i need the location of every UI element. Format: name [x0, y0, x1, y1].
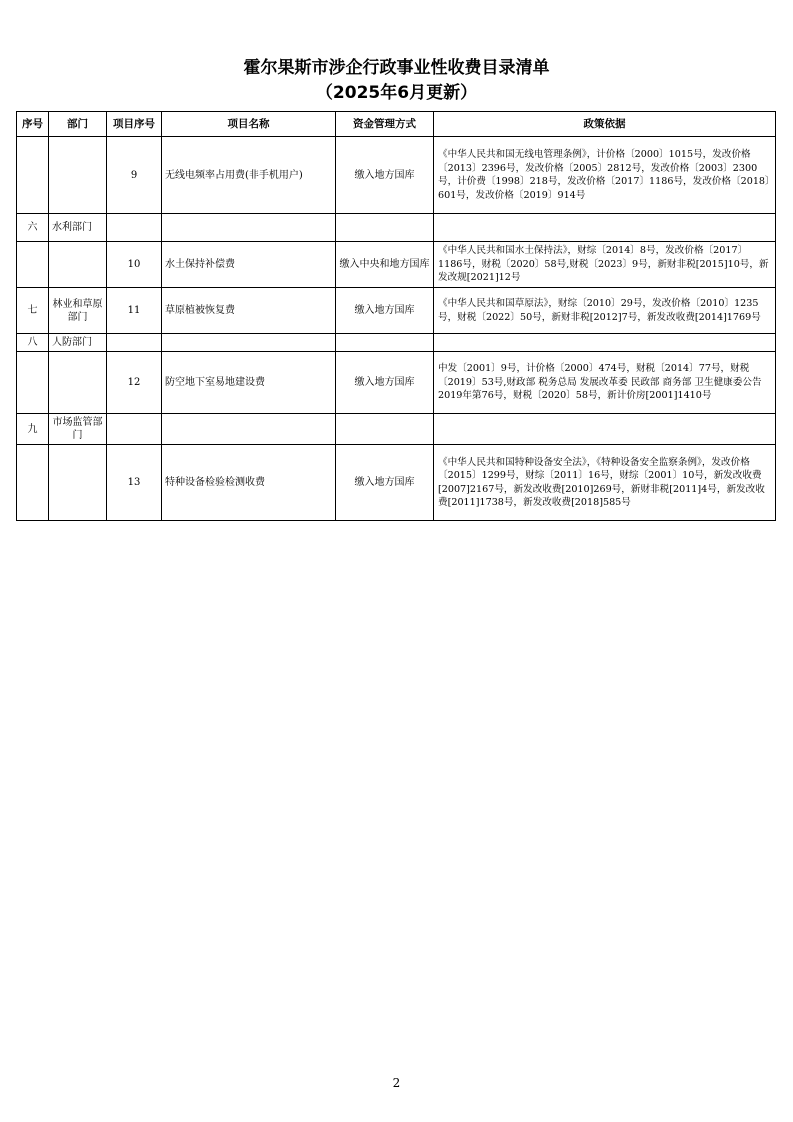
table-header-row: [17, 112, 776, 137]
row-basis: 《中华人民共和国水土保持法》，财综〔2014〕8号，发改价格〔2017〕1186号，财税〔2020〕58号,财税〔2023〕9号，新财非税[2015]10号，新发改规[2021]12号: [434, 242, 776, 288]
row-seq: 八: [17, 334, 49, 352]
row-item-no: [107, 214, 162, 242]
row-item-name: [162, 414, 336, 445]
row-dept: [49, 445, 107, 521]
row-basis: [434, 214, 776, 242]
row-dept: [49, 137, 107, 214]
table-row: [17, 445, 776, 521]
row-item-name: 水土保持补偿费: [162, 242, 336, 288]
row-item-name: 特种设备检验检测收费: [162, 445, 336, 521]
row-seq: 七: [17, 288, 49, 334]
row-dept: 水利部门: [49, 214, 107, 242]
page-number: 2: [392, 1076, 401, 1090]
row-seq: 六: [17, 214, 49, 242]
row-fund: [336, 414, 434, 445]
page-title: 霍尔果斯市涉企行政事业性收费目录清单: [243, 58, 550, 78]
row-item-name: 防空地下室易地建设费: [162, 352, 336, 414]
header-item-no: 项目序号: [107, 112, 162, 137]
header-dept: 部门: [49, 112, 107, 137]
row-item-name: [162, 334, 336, 352]
row-fund: 缴入地方国库: [336, 137, 434, 214]
header-fund: 资金管理方式: [336, 112, 434, 137]
row-item-no: [107, 334, 162, 352]
row-dept: 人防部门: [49, 334, 107, 352]
table-row: [17, 242, 776, 288]
table-row: [17, 352, 776, 414]
row-dept: [49, 242, 107, 288]
row-fund: 缴入中央和地方国库: [336, 242, 434, 288]
row-item-no: 10: [107, 242, 162, 288]
row-basis: 《中华人民共和国草原法》，财综〔2010〕29号，发改价格〔2010〕1235号，财税〔2022〕50号，新财非税[2012]7号，新发改收费[2014]1769号: [434, 288, 776, 334]
row-fund: 缴入地方国库: [336, 352, 434, 414]
row-seq: [17, 445, 49, 521]
row-item-no: 9: [107, 137, 162, 214]
table-row: [17, 288, 776, 334]
row-seq: [17, 352, 49, 414]
row-fund: 缴入地方国库: [336, 445, 434, 521]
row-fund: 缴入地方国库: [336, 288, 434, 334]
row-dept: [49, 352, 107, 414]
row-item-name: 无线电频率占用费(非手机用户): [162, 137, 336, 214]
header-seq: 序号: [17, 112, 49, 137]
row-basis: 《中华人民共和国无线电管理条例》，计价格〔2000〕1015号，发改价格〔2013〕2396号，发改价格〔2005〕2812号，发改价格〔2003〕2300号，计价费〔1998〕218号，发改价格〔2017〕1186号，发改价格〔2018〕601号，发改价格〔2019〕914号: [434, 137, 776, 214]
table-row: [17, 137, 776, 214]
table-row: [17, 214, 776, 242]
row-dept: 林业和草原部门: [49, 288, 107, 334]
header-item-name: 项目名称: [162, 112, 336, 137]
row-fund: [336, 334, 434, 352]
row-basis: [434, 334, 776, 352]
row-item-name: 草原植被恢复费: [162, 288, 336, 334]
page-subtitle: （2025年6月更新）: [315, 83, 478, 103]
table-row: [17, 414, 776, 445]
row-dept: 市场监管部门: [49, 414, 107, 445]
row-basis: 《中华人民共和国特种设备安全法》，《特种设备安全监察条例》，发改价格〔2015〕1299号，财综〔2011〕16号，财综〔2001〕10号，新发改收费[2007]2167号，新发改收费[2010]269号，新财非税[2011]4号，新发改收费[2011]1738号，新发改收费[2018]585号: [434, 445, 776, 521]
row-seq: [17, 242, 49, 288]
row-item-no: 12: [107, 352, 162, 414]
row-seq: [17, 137, 49, 214]
row-fund: [336, 214, 434, 242]
row-basis: 中发〔2001〕9号，计价格〔2000〕474号，财税〔2014〕77号，财税〔2019〕53号,财政部 税务总局 发展改革委 民政部 商务部 卫生健康委公告2019年第76号，财税〔2020〕58号，新计价房[2001]1410号: [434, 352, 776, 414]
row-item-name: [162, 214, 336, 242]
row-item-no: 11: [107, 288, 162, 334]
row-item-no: [107, 414, 162, 445]
header-basis: 政策依据: [434, 112, 776, 137]
table-row: [17, 334, 776, 352]
row-basis: [434, 414, 776, 445]
row-seq: 九: [17, 414, 49, 445]
fee-table: [16, 111, 776, 521]
row-item-no: 13: [107, 445, 162, 521]
